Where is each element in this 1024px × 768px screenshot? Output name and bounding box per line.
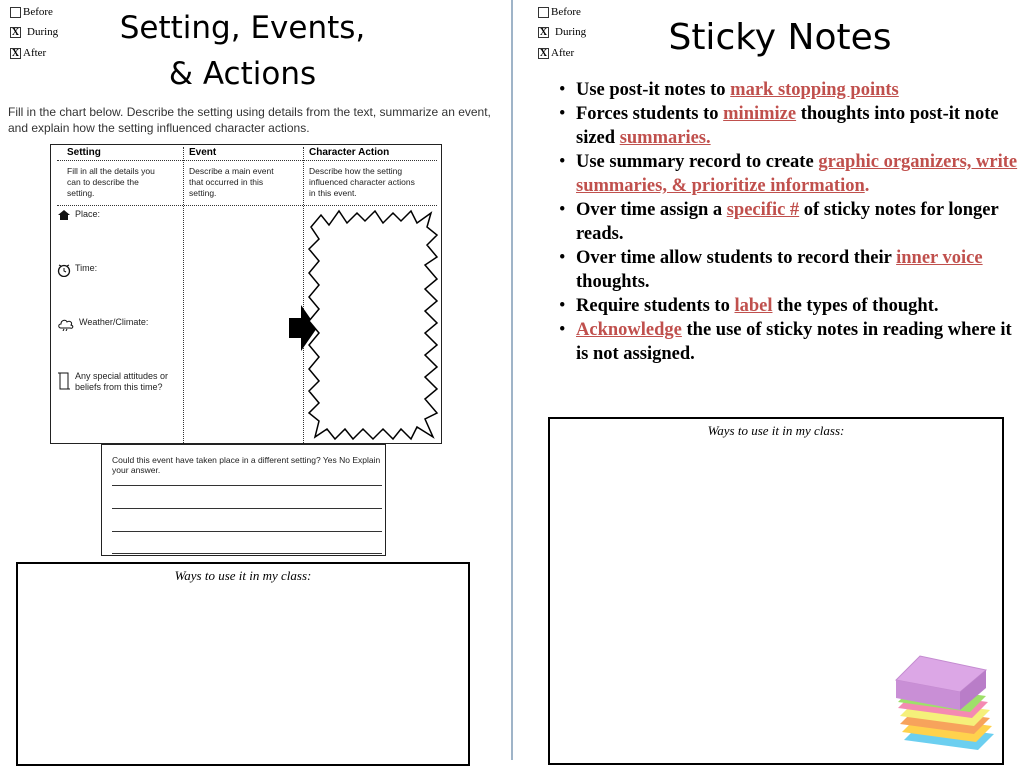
- list-item: • Over time allow students to record their inner voice thoughts.: [559, 248, 983, 292]
- sticky-notes-bullets: [558, 78, 1022, 366]
- setting-description: Fill in all the details you can to describe the setting.: [67, 166, 155, 198]
- column-divider: [183, 147, 184, 443]
- checkbox-box[interactable]: X: [539, 26, 548, 38]
- answer-line[interactable]: [112, 531, 382, 532]
- checkbox-box[interactable]: X: [539, 47, 548, 59]
- sticky-notes-stack-icon: [890, 652, 1000, 760]
- list-item: • Use summary record to create graphic organizers, write summaries, & prioritize information.: [559, 152, 1018, 196]
- clock-icon: [57, 263, 71, 277]
- right-page-title: Sticky Notes: [668, 17, 892, 58]
- row-attitudes: Any special attitudes or beliefs from this time?: [57, 371, 168, 393]
- answer-line[interactable]: [112, 508, 382, 509]
- row-time: Time:: [57, 263, 97, 277]
- list-item: • Over time assign a specific # of sticky notes for longer reads.: [559, 200, 999, 244]
- row-place: Place:: [57, 209, 100, 221]
- checkbox-box[interactable]: [10, 7, 21, 18]
- row-divider: [57, 205, 437, 206]
- header-setting: Setting: [67, 147, 101, 158]
- checkbox-before[interactable]: Before: [538, 6, 581, 18]
- scroll-icon: [57, 371, 71, 391]
- list-item: • Acknowledge the use of sticky notes in reading where it is not assigned.: [559, 320, 1012, 364]
- header-underline: [57, 160, 437, 161]
- right-ways-box[interactable]: Ways to use it in my class:: [548, 417, 1004, 765]
- answer-line[interactable]: [112, 553, 382, 554]
- list-item: • Use post-it notes to mark stopping points: [559, 80, 899, 100]
- answer-line[interactable]: [112, 485, 382, 486]
- cloud-icon: [57, 317, 75, 331]
- column-divider: [303, 147, 304, 443]
- setting-event-action-chart: [50, 144, 442, 444]
- header-character-action: Character Action: [309, 147, 390, 158]
- checkbox-after[interactable]: X After: [11, 47, 47, 59]
- list-item: • Require students to label the types of thought.: [559, 296, 939, 316]
- header-event: Event: [189, 147, 217, 158]
- checkbox-after[interactable]: X After: [539, 47, 575, 59]
- row-weather: Weather/Climate:: [57, 317, 148, 331]
- event-description: Describe a main event that occurred in this setting.: [189, 166, 274, 198]
- checkbox-box[interactable]: X: [11, 26, 20, 38]
- left-page-title: Setting, Events, & Actions: [119, 10, 366, 92]
- house-icon: [57, 209, 71, 221]
- checkbox-during[interactable]: X During: [11, 26, 59, 38]
- starburst-shape: [307, 207, 441, 443]
- action-description: Describe how the setting influenced character actions in this event.: [309, 166, 415, 198]
- checkbox-during[interactable]: X During: [539, 26, 587, 38]
- list-item: • Forces students to minimize thoughts into post-it note sized summaries.: [559, 104, 999, 148]
- checkbox-box[interactable]: [538, 7, 549, 18]
- chart-instructions: Fill in the chart below. Describe the setting using details from the text, summarize an event, and explain how the setting influenced character actions.: [8, 105, 491, 135]
- question-box: [101, 444, 386, 556]
- checkbox-box[interactable]: X: [11, 47, 20, 59]
- checkbox-before[interactable]: Before: [10, 6, 53, 18]
- left-ways-box[interactable]: Ways to use it in my class:: [16, 562, 470, 766]
- page-divider: [511, 0, 513, 760]
- question-text: Could this event have taken place in a different setting? Yes No Explain your answer.: [112, 455, 381, 475]
